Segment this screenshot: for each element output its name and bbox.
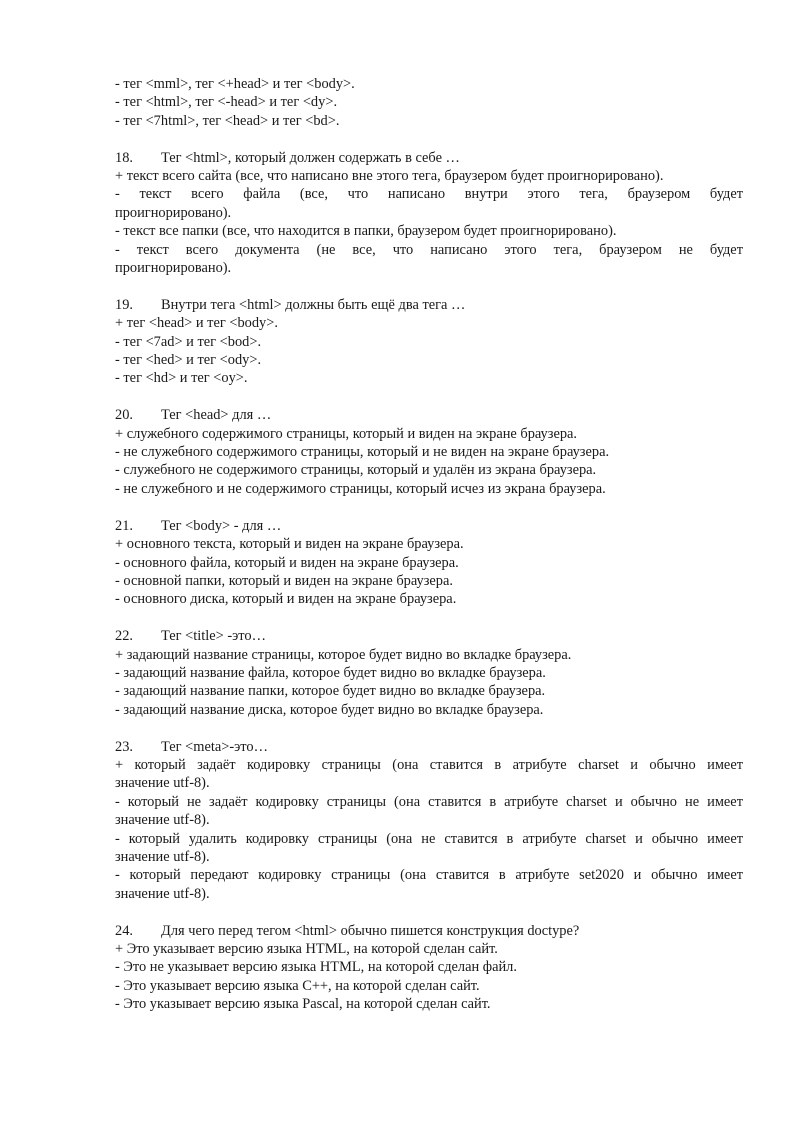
answer-line: - тег <html>, тег <-head> и тег <dy>.: [115, 94, 338, 111]
answer-line: - основной папки, который и виден на экране браузера.: [115, 572, 453, 589]
question-text: Внутри тега <html> должны быть ещё два тега …: [161, 296, 466, 313]
answer-line: + тег <head> и тег <body>.: [115, 315, 278, 332]
answer-line: - который передают кодировку страницы (она ставится в атрибуте set2020 и обычно имеет: [115, 867, 743, 884]
question-number: 20.: [115, 407, 133, 424]
question-number: 23.: [115, 738, 133, 755]
answer-line: - не служебного содержимого страницы, который и не виден на экране браузера.: [115, 444, 610, 461]
answer-line: - текст всего файла (все, что написано внутри этого тега, браузером будет: [115, 186, 743, 203]
question-heading: [115, 922, 743, 940]
answer-line: + Это указывает версию языка HTML, на которой сделан сайт.: [115, 940, 498, 957]
answer-line: - тег <7ad> и тег <bod>.: [115, 333, 262, 350]
answer-line: - текст всего документа (не все, что написано этого тега, браузером не будет: [115, 241, 743, 258]
answer-line: - который не задаёт кодировку страницы (она ставится в атрибуте charset и обычно не имеет: [115, 793, 743, 810]
question-heading: [115, 149, 743, 167]
top-answers: [115, 75, 743, 130]
answer-line: + основного текста, который и виден на экране браузера.: [115, 536, 464, 553]
answer-line: - тег <mml>, тег <+head> и тег <body>.: [115, 76, 355, 92]
answer-line: - основного диска, который и виден на экране браузера.: [115, 591, 457, 608]
question-number: 19.: [115, 296, 133, 313]
answer-line: значение utf-8).: [115, 885, 210, 902]
answer-line: значение utf-8).: [115, 812, 210, 829]
question-22: [115, 627, 743, 719]
question-text: Тег <title> -это…: [161, 628, 266, 645]
answer-line: + служебного содержимого страницы, который и виден на экране браузера.: [115, 425, 578, 442]
question-20: [115, 406, 743, 498]
question-23: [115, 738, 743, 904]
answer-line: - Это указывает версию языка C++, на которой сделан сайт.: [115, 977, 480, 994]
question-text: Тег <meta>-это…: [161, 738, 268, 755]
answer-line: - Это не указывает версию языка HTML, на которой сделан файл.: [115, 959, 517, 976]
question-heading: [115, 738, 743, 756]
answer-line: - не служебного и не содержимого страницы, который исчез из экрана браузера.: [115, 480, 606, 497]
answer-line: значение utf-8).: [115, 775, 210, 792]
question-heading: [115, 296, 743, 314]
question-text: Тег <head> для …: [161, 407, 272, 424]
answer-line: значение utf-8).: [115, 848, 210, 865]
question-heading: [115, 517, 743, 535]
answer-line: проигнорировано).: [115, 260, 232, 277]
answer-line: - тег <7html>, тег <head> и тег <bd>.: [115, 112, 340, 129]
answer-line: + текст всего сайта (все, что написано вне этого тега, браузером будет проигнорировано).: [115, 168, 664, 185]
answer-line: - служебного не содержимого страницы, который и удалён из экрана браузера.: [115, 462, 597, 479]
answer-line: - задающий название папки, которое будет видно во вкладке браузера.: [115, 683, 546, 700]
question-text: Тег <body> - для …: [161, 517, 282, 534]
answer-line: + который задаёт кодировку страницы (она ставится в атрибуте charset и обычно имеет: [115, 756, 743, 773]
question-text: Тег <html>, который должен содержать в себе …: [161, 149, 460, 166]
question-19: [115, 296, 743, 388]
question-18: [115, 149, 743, 278]
question-21: [115, 517, 743, 609]
question-text: Для чего перед тегом <html> обычно пишется конструкция doctype?: [161, 922, 580, 939]
answer-line: проигнорировано).: [115, 204, 232, 221]
question-number: 21.: [115, 517, 133, 534]
question-number: 18.: [115, 149, 133, 166]
question-number: 24.: [115, 922, 133, 939]
answer-line: - тег <hed> и тег <ody>.: [115, 352, 262, 369]
question-number: 22.: [115, 628, 133, 645]
answer-line: - задающий название файла, которое будет видно во вкладке браузера.: [115, 664, 546, 681]
question-heading: [115, 406, 743, 424]
question-24: [115, 922, 743, 1014]
answer-line: + задающий название страницы, которое будет видно во вкладке браузера.: [115, 646, 572, 663]
question-heading: [115, 627, 743, 645]
answer-line: - основного файла, который и виден на экране браузера.: [115, 554, 459, 571]
answer-line: - который удалить кодировку страницы (она не ставится в атрибуте charset и обычно имеет: [115, 830, 743, 847]
answer-line: - Это указывает версию языка Pascal, на которой сделан сайт.: [115, 996, 491, 1013]
answer-line: - задающий название диска, которое будет видно во вкладке браузера.: [115, 701, 544, 718]
answer-line: - тег <hd> и тег <oy>.: [115, 370, 248, 387]
answer-line: - текст все папки (все, что находится в папки, браузером будет проигнорировано).: [115, 223, 617, 240]
